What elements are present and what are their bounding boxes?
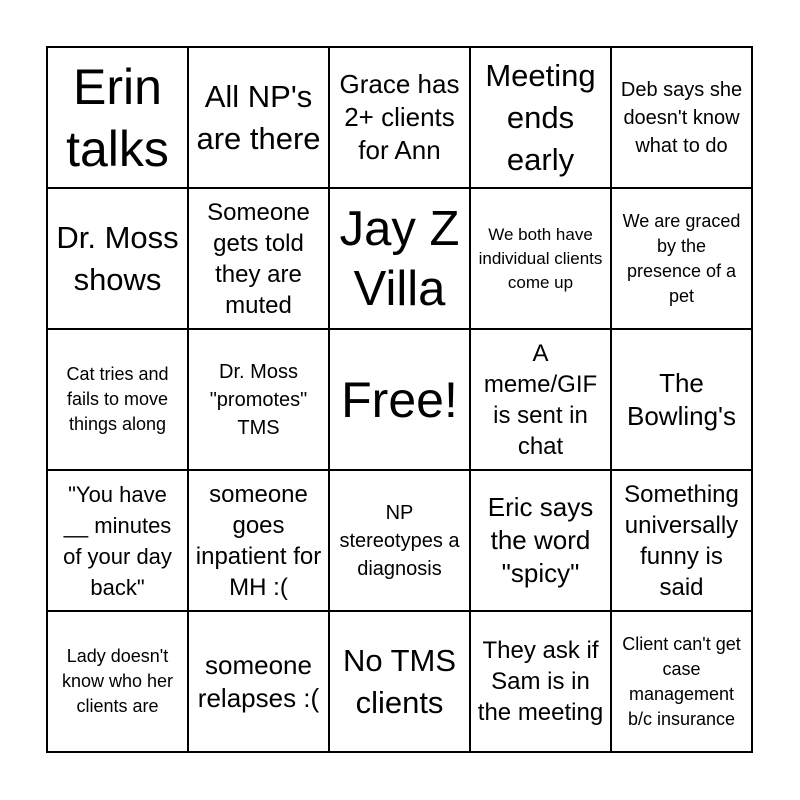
bingo-cell[interactable] [47, 611, 188, 752]
bingo-cell[interactable] [188, 470, 329, 611]
cell-text: someone goes inpatient for MH :( [195, 480, 322, 601]
cell-text: Grace has 2+ clients for Ann [339, 69, 460, 165]
cell-text: Deb says she doesn't know what to do [620, 78, 743, 157]
free-space[interactable] [329, 329, 470, 470]
bingo-cell[interactable] [188, 47, 329, 188]
cell-text: Something universally funny is said [624, 480, 739, 601]
bingo-cell[interactable] [470, 329, 611, 470]
cell-text: No TMS clients [342, 642, 457, 720]
bingo-cell[interactable] [329, 188, 470, 329]
cell-text: Eric says the word "spicy" [487, 492, 594, 588]
cell-text: Dr. Moss "promotes" TMS [209, 360, 308, 439]
bingo-cell[interactable] [188, 329, 329, 470]
bingo-cell[interactable] [47, 188, 188, 329]
bingo-cell[interactable] [188, 611, 329, 752]
cell-text: Someone gets told they are muted [207, 198, 310, 319]
bingo-cell[interactable] [611, 611, 752, 752]
bingo-cell[interactable] [329, 47, 470, 188]
cell-text: "You have __ minutes of your day back" [63, 481, 172, 600]
cell-text: They ask if Sam is in the meeting [477, 637, 604, 726]
bingo-cell[interactable] [470, 47, 611, 188]
cell-text: NP stereotypes a diagnosis [339, 501, 460, 580]
bingo-cell[interactable] [470, 188, 611, 329]
cell-text: A meme/GIF is sent in chat [483, 339, 598, 460]
cell-text: Dr. Moss shows [56, 219, 179, 297]
cell-text: All NP's are there [196, 78, 321, 156]
bingo-board [46, 46, 753, 753]
cell-text: Lady doesn't know who her clients are [61, 646, 174, 716]
cell-text: The Bowling's [626, 367, 736, 431]
bingo-cell[interactable] [329, 611, 470, 752]
bingo-cell[interactable] [188, 188, 329, 329]
bingo-cell[interactable] [611, 47, 752, 188]
bingo-cell[interactable] [47, 47, 188, 188]
bingo-cell[interactable] [470, 611, 611, 752]
bingo-cell[interactable] [47, 329, 188, 470]
cell-text: Free! [341, 371, 458, 428]
cell-text: Cat tries and fails to move things along [66, 364, 169, 434]
bingo-cell[interactable] [611, 329, 752, 470]
cell-text: Jay Z Villa [339, 201, 460, 316]
bingo-cell[interactable] [329, 470, 470, 611]
cell-text: We both have individual clients come up [478, 224, 603, 292]
cell-text: Client can't get case management b/c insurance [622, 633, 741, 729]
bingo-cell[interactable] [611, 188, 752, 329]
cell-text: Meeting ends early [485, 57, 596, 177]
cell-text: We are graced by the presence of a pet [622, 210, 741, 306]
bingo-cell[interactable] [47, 470, 188, 611]
cell-text: someone relapses :( [197, 649, 320, 713]
cell-text: Erin talks [66, 58, 169, 177]
bingo-cell[interactable] [611, 470, 752, 611]
bingo-cell[interactable] [470, 470, 611, 611]
